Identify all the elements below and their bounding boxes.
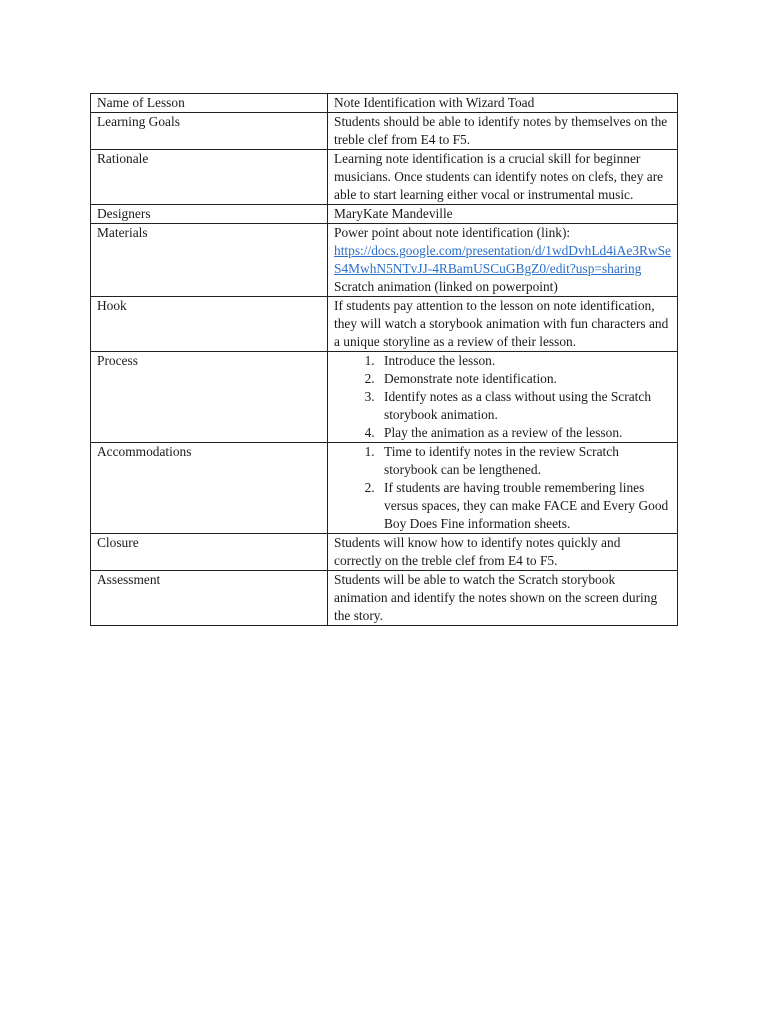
table-row (91, 205, 678, 224)
row-label-hook: Hook (91, 297, 328, 352)
row-label-closure: Closure (91, 534, 328, 571)
list-item: 2. Demonstrate note identification. (378, 370, 671, 388)
row-label-materials: Materials (91, 224, 328, 297)
table-row (91, 297, 678, 352)
row-label-assessment: Assessment (91, 571, 328, 626)
row-value-process (328, 352, 678, 443)
table-row (91, 94, 678, 113)
list-item: 3. Identify notes as a class without using the Scratch storybook animation. (378, 388, 671, 424)
row-value-learning-goals: Students should be able to identify notes by themselves on the treble clef from E4 to F5. (328, 113, 678, 150)
row-label-learning-goals: Learning Goals (91, 113, 328, 150)
materials-line-1: Power point about note identification (link): (334, 225, 571, 240)
list-item: 2. If students are having trouble remembering lines versus spaces, they can make FACE and Every Good Boy Does Fine information sheets. (378, 479, 671, 533)
list-item: 4. Play the animation as a review of the lesson. (378, 424, 671, 442)
table-row (91, 534, 678, 571)
materials-line-2: Scratch animation (linked on powerpoint) (334, 279, 558, 294)
row-value-assessment: Students will be able to watch the Scratch storybook animation and identify the notes shown on the screen during the story. (328, 571, 678, 626)
table-row (91, 571, 678, 626)
row-value-rationale: Learning note identification is a crucial skill for beginner musicians. Once students can identify notes on clefs, they are able to start learning either vocal or instrumental music. (328, 150, 678, 205)
row-label-process: Process (91, 352, 328, 443)
accommodations-list (334, 443, 671, 533)
row-value-materials (328, 224, 678, 297)
row-value-closure: Students will know how to identify notes quickly and correctly on the treble clef from E4 to F5. (328, 534, 678, 571)
process-list (334, 352, 671, 442)
table-row (91, 113, 678, 150)
row-label-designers: Designers (91, 205, 328, 224)
row-value-designers: MaryKate Mandeville (328, 205, 678, 224)
table-row (91, 150, 678, 205)
lesson-plan-table (90, 93, 678, 626)
row-label-name-of-lesson: Name of Lesson (91, 94, 328, 113)
table-row (91, 352, 678, 443)
list-item: 1. Time to identify notes in the review Scratch storybook can be lengthened. (378, 443, 671, 479)
presentation-link[interactable]: https://docs.google.com/presentation/d/1wdDvhLd4iAe3RwSeS4MwhN5NTvJJ-4RBamUSCuGBgZ0/edit?usp=sharing (334, 243, 671, 276)
row-label-rationale: Rationale (91, 150, 328, 205)
table-row (91, 224, 678, 297)
row-value-hook: If students pay attention to the lesson on note identification, they will watch a storybook animation with fun characters and a unique storyline as a review of their lesson. (328, 297, 678, 352)
row-label-accommodations: Accommodations (91, 443, 328, 534)
list-item: 1. Introduce the lesson. (378, 352, 671, 370)
row-value-name-of-lesson: Note Identification with Wizard Toad (328, 94, 678, 113)
table-row (91, 443, 678, 534)
row-value-accommodations (328, 443, 678, 534)
